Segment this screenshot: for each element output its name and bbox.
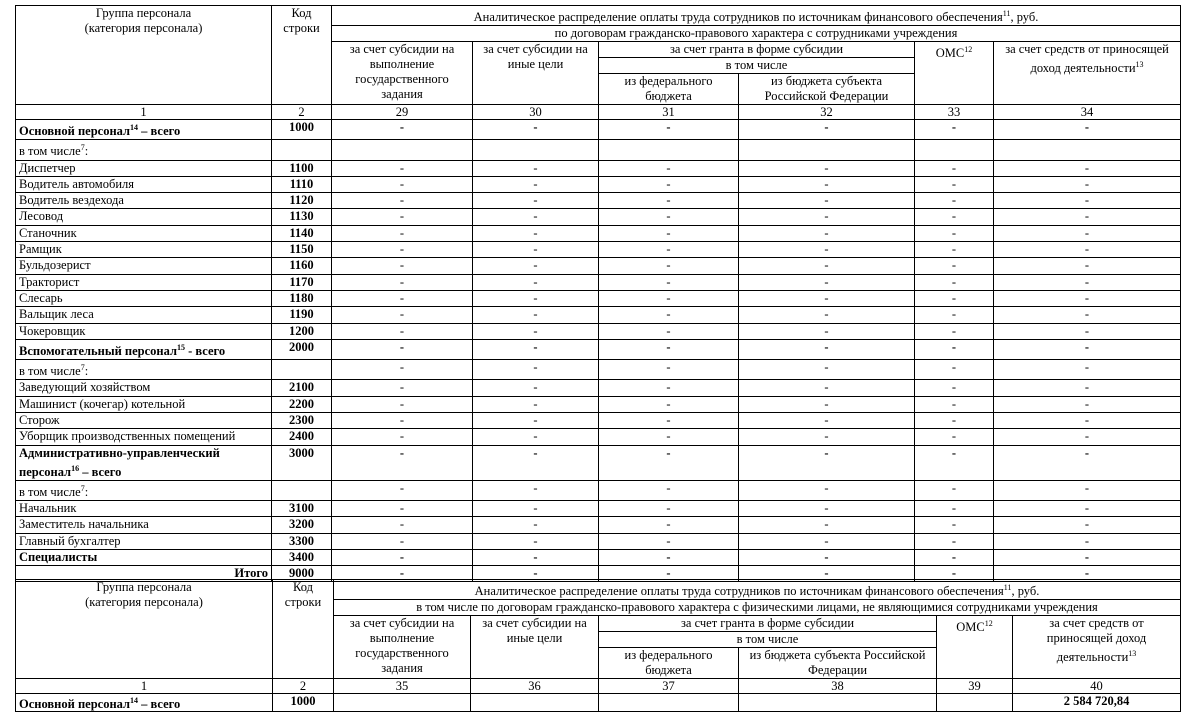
table-row: [16, 290, 1181, 306]
col-oms-header: ОМС$^{12}$: [937, 616, 1013, 679]
row-code: 2400: [272, 429, 332, 445]
row-value: -: [332, 533, 473, 549]
row-value: -: [915, 413, 994, 429]
row-label: Рамщик: [16, 242, 272, 258]
col-num: 40: [1013, 679, 1181, 694]
row-label: Административно-управленческий персонал$^{16}$ – всего: [16, 445, 272, 480]
row-value: -: [915, 360, 994, 380]
sub-title: в том числе по договорам гражданско-правового характера с физическими лицами, не являющимися сотрудниками учреждения: [334, 600, 1181, 616]
row-value: -: [739, 242, 915, 258]
row-value: -: [332, 290, 473, 306]
table-row: [16, 517, 1181, 533]
row-code: 1190: [272, 307, 332, 323]
row-value: -: [994, 323, 1181, 339]
row-value: -: [915, 258, 994, 274]
code-column-header: Код строки: [272, 6, 332, 105]
row-value: -: [739, 413, 915, 429]
row-code: 1140: [272, 225, 332, 241]
row-value: -: [994, 517, 1181, 533]
row-value: -: [739, 193, 915, 209]
row-value: -: [332, 429, 473, 445]
row-value: -: [599, 517, 739, 533]
col-oms-header: ОМС$^{12}$: [915, 42, 994, 105]
row-value: -: [599, 339, 739, 359]
row-value: 2 584 720,84: [1013, 694, 1181, 712]
row-value: -: [994, 290, 1181, 306]
col-num: 38: [739, 679, 937, 694]
row-value: -: [739, 176, 915, 192]
table-row: [16, 225, 1181, 241]
row-value: -: [599, 274, 739, 290]
col-grant-header: за счет гранта в форме субсидии: [599, 42, 915, 58]
row-value: -: [994, 225, 1181, 241]
col-grant-region-header: из бюджета субъекта Российской Федерации: [764, 74, 889, 103]
row-label: Уборщик производственных помещений: [16, 429, 272, 445]
row-value: -: [473, 533, 599, 549]
row-value: [994, 140, 1181, 160]
row-value: -: [994, 429, 1181, 445]
row-value: -: [739, 380, 915, 396]
row-value: -: [915, 209, 994, 225]
row-value: -: [915, 323, 994, 339]
row-value: -: [915, 307, 994, 323]
col-grant-incl: [599, 632, 937, 679]
row-value: -: [332, 445, 473, 480]
table-row: [16, 413, 1181, 429]
col-num: 34: [994, 105, 1181, 120]
row-value: -: [915, 274, 994, 290]
row-value: -: [739, 429, 915, 445]
row-value: -: [739, 396, 915, 412]
col-subsidy-task-header: за счет субсидии на выполнение государственного задания: [332, 42, 473, 105]
col-grant-federal-header: из федерального бюджета: [599, 648, 739, 678]
row-value: -: [739, 225, 915, 241]
table-row: [16, 445, 1181, 480]
row-value: -: [473, 549, 599, 565]
col-subsidy-other-header: за счет субсидии на иные цели: [471, 616, 599, 679]
row-value: -: [332, 274, 473, 290]
row-value: -: [473, 307, 599, 323]
grant-incl-label: в том числе: [599, 58, 914, 74]
row-value: -: [473, 160, 599, 176]
row-value: -: [599, 360, 739, 380]
row-value: -: [739, 290, 915, 306]
row-value: -: [599, 307, 739, 323]
row-label: Главный бухгалтер: [16, 533, 272, 549]
col-num: 30: [473, 105, 599, 120]
row-value: -: [599, 225, 739, 241]
row-value: -: [915, 120, 994, 140]
row-value: -: [473, 517, 599, 533]
row-value: -: [332, 176, 473, 192]
row-code: 2300: [272, 413, 332, 429]
row-value: -: [739, 517, 915, 533]
row-value: -: [332, 193, 473, 209]
row-code: 1120: [272, 193, 332, 209]
row-label: Заведующий хозяйством: [16, 380, 272, 396]
row-code: 1130: [272, 209, 332, 225]
row-value: [937, 694, 1013, 712]
row-value: -: [599, 380, 739, 396]
row-value: -: [332, 396, 473, 412]
row-value: -: [994, 413, 1181, 429]
row-value: -: [332, 480, 473, 500]
row-code: 1150: [272, 242, 332, 258]
row-value: -: [915, 566, 994, 582]
row-value: -: [915, 176, 994, 192]
row-value: -: [739, 480, 915, 500]
row-code: [272, 360, 332, 380]
row-value: -: [473, 429, 599, 445]
row-value: -: [739, 445, 915, 480]
row-label: Основной персонал$^{14}$ – всего: [16, 120, 272, 140]
row-label: Бульдозерист: [16, 258, 272, 274]
row-value: [599, 694, 739, 712]
row-value: -: [739, 549, 915, 565]
col-num: 2: [272, 105, 332, 120]
col-num: 37: [599, 679, 739, 694]
row-value: -: [599, 209, 739, 225]
row-value: -: [994, 120, 1181, 140]
group-column-header: Группа персонала (категория персонала): [16, 580, 273, 679]
row-value: -: [332, 307, 473, 323]
row-value: -: [994, 274, 1181, 290]
main-title: Аналитическое распределение оплаты труда сотрудников по источникам финансового обеспечения$^{11}$, руб.: [332, 6, 1181, 26]
col-grant-region-header: из бюджета субъекта Российской Федерации: [749, 648, 926, 677]
row-value: -: [473, 242, 599, 258]
sub-title: по договорам гражданско-правового характера с сотрудниками учреждения: [332, 26, 1181, 42]
row-value: -: [915, 380, 994, 396]
row-code: 1000: [273, 694, 334, 712]
col-grant-header: за счет гранта в форме субсидии: [599, 616, 937, 632]
row-value: -: [994, 549, 1181, 565]
row-value: -: [473, 396, 599, 412]
row-value: -: [739, 323, 915, 339]
row-value: -: [994, 360, 1181, 380]
row-value: -: [994, 339, 1181, 359]
row-value: -: [473, 290, 599, 306]
row-value: -: [915, 290, 994, 306]
row-value: -: [332, 360, 473, 380]
col-num: 29: [332, 105, 473, 120]
row-value: -: [994, 480, 1181, 500]
row-value: -: [915, 500, 994, 516]
row-value: -: [332, 500, 473, 516]
table-row: [16, 339, 1181, 359]
table-row: [16, 209, 1181, 225]
row-label: Заместитель начальника: [16, 517, 272, 533]
row-code: 2200: [272, 396, 332, 412]
row-label: Машинист (кочегар) котельной: [16, 396, 272, 412]
row-value: -: [739, 533, 915, 549]
row-value: -: [473, 500, 599, 516]
row-label: Станочник: [16, 225, 272, 241]
row-value: -: [599, 549, 739, 565]
code-column-header: Код строки: [273, 580, 334, 679]
row-code: 1170: [272, 274, 332, 290]
row-value: [332, 140, 473, 160]
row-value: -: [915, 429, 994, 445]
row-value: -: [599, 429, 739, 445]
table-row: [16, 429, 1181, 445]
col-num: 1: [16, 679, 273, 694]
row-value: -: [332, 242, 473, 258]
row-code: 3100: [272, 500, 332, 516]
row-label: Диспетчер: [16, 160, 272, 176]
row-value: -: [739, 307, 915, 323]
col-num: 2: [273, 679, 334, 694]
row-code: 2100: [272, 380, 332, 396]
row-value: -: [473, 445, 599, 480]
row-code: 3000: [272, 445, 332, 480]
row-value: -: [473, 380, 599, 396]
col-num: 32: [739, 105, 915, 120]
table-body: [16, 694, 1181, 712]
table-row: [16, 140, 1181, 160]
row-value: -: [473, 120, 599, 140]
row-value: -: [473, 225, 599, 241]
row-value: -: [739, 360, 915, 380]
row-value: [334, 694, 471, 712]
row-value: -: [599, 445, 739, 480]
table-row: [16, 549, 1181, 565]
col-income-header: за счет средств от приносящей доход деятельности$^{13}$: [1013, 616, 1181, 679]
row-value: -: [915, 480, 994, 500]
group-column-header: Группа персонала (категория персонала): [16, 6, 272, 105]
row-value: [915, 140, 994, 160]
main-title: Аналитическое распределение оплаты труда сотрудников по источникам финансового обеспечения$^{11}$, руб.: [334, 580, 1181, 600]
row-value: -: [599, 193, 739, 209]
row-code: 1110: [272, 176, 332, 192]
col-num: 36: [471, 679, 599, 694]
row-code: 1000: [272, 120, 332, 140]
row-value: -: [994, 445, 1181, 480]
row-value: [471, 694, 599, 712]
row-value: -: [915, 549, 994, 565]
row-code: 2000: [272, 339, 332, 359]
row-label: Специалисты: [16, 549, 272, 565]
table-row: [16, 193, 1181, 209]
row-value: -: [599, 500, 739, 516]
row-label: Вспомогательный персонал$^{15}$ - всего: [16, 339, 272, 359]
row-value: -: [473, 566, 599, 582]
col-grant-incl: [599, 58, 915, 105]
row-value: [739, 694, 937, 712]
row-value: -: [332, 566, 473, 582]
row-value: -: [915, 225, 994, 241]
row-code: [272, 140, 332, 160]
row-label: Начальник: [16, 500, 272, 516]
row-value: -: [739, 160, 915, 176]
row-label: Водитель автомобиля: [16, 176, 272, 192]
row-value: -: [332, 549, 473, 565]
row-code: [272, 480, 332, 500]
row-value: -: [332, 209, 473, 225]
col-income-header: за счет средств от приносящей доход деятельности$^{13}$: [994, 42, 1181, 105]
row-value: -: [332, 120, 473, 140]
table-body: [16, 120, 1181, 582]
row-value: -: [739, 339, 915, 359]
row-label: Тракторист: [16, 274, 272, 290]
table-row: [16, 120, 1181, 140]
row-value: -: [332, 323, 473, 339]
table-row: [16, 396, 1181, 412]
row-value: [599, 140, 739, 160]
col-num: 39: [937, 679, 1013, 694]
col-num: 35: [334, 679, 471, 694]
row-value: -: [332, 160, 473, 176]
table-row: [16, 360, 1181, 380]
col-num: 33: [915, 105, 994, 120]
grant-incl-label: в том числе: [599, 632, 936, 648]
table-row: [16, 500, 1181, 516]
row-value: -: [473, 274, 599, 290]
row-value: -: [332, 225, 473, 241]
table-row: [16, 274, 1181, 290]
row-value: -: [599, 160, 739, 176]
row-value: -: [332, 258, 473, 274]
salary-distribution-table-employees: [15, 5, 1181, 582]
table-row: [16, 694, 1181, 712]
row-value: -: [994, 160, 1181, 176]
row-code: 3400: [272, 549, 332, 565]
row-value: -: [473, 193, 599, 209]
row-value: -: [473, 209, 599, 225]
row-value: -: [739, 500, 915, 516]
row-value: -: [332, 339, 473, 359]
row-value: -: [332, 380, 473, 396]
table-row: [16, 380, 1181, 396]
row-code: 9000: [272, 566, 332, 582]
row-value: -: [473, 323, 599, 339]
salary-distribution-table-contractors: [15, 579, 1181, 712]
col-subsidy-task-header: за счет субсидии на выполнение государственного задания: [334, 616, 471, 679]
table-row: [16, 242, 1181, 258]
row-label: Слесарь: [16, 290, 272, 306]
row-value: -: [915, 242, 994, 258]
row-value: -: [599, 533, 739, 549]
row-value: -: [994, 533, 1181, 549]
row-label: в том числе$^7$:: [16, 140, 272, 160]
column-numbers-row: [16, 105, 1181, 120]
row-value: -: [739, 274, 915, 290]
row-code: 1100: [272, 160, 332, 176]
row-code: 1180: [272, 290, 332, 306]
row-value: -: [915, 160, 994, 176]
row-label: Сторож: [16, 413, 272, 429]
row-value: -: [332, 517, 473, 533]
row-value: -: [915, 445, 994, 480]
row-value: -: [915, 339, 994, 359]
col-num: 1: [16, 105, 272, 120]
col-num: 31: [599, 105, 739, 120]
table-row: [16, 323, 1181, 339]
row-code: 1160: [272, 258, 332, 274]
row-value: -: [739, 566, 915, 582]
row-label: Основной персонал$^{14}$ – всего: [16, 694, 273, 712]
column-numbers-row: [16, 679, 1181, 694]
row-value: -: [599, 258, 739, 274]
row-value: -: [739, 258, 915, 274]
row-value: -: [473, 413, 599, 429]
row-value: -: [599, 290, 739, 306]
row-value: -: [599, 242, 739, 258]
col-grant-federal-header: из федерального бюджета: [599, 74, 739, 104]
row-value: -: [915, 193, 994, 209]
row-value: [473, 140, 599, 160]
row-label: Лесовод: [16, 209, 272, 225]
row-value: -: [994, 500, 1181, 516]
row-value: -: [332, 413, 473, 429]
row-value: [739, 140, 915, 160]
row-code: 1200: [272, 323, 332, 339]
row-value: -: [994, 396, 1181, 412]
row-value: -: [473, 176, 599, 192]
row-value: -: [994, 193, 1181, 209]
row-value: -: [915, 517, 994, 533]
row-value: -: [915, 396, 994, 412]
row-value: -: [599, 413, 739, 429]
row-value: -: [994, 307, 1181, 323]
row-label: в том числе$^7$:: [16, 360, 272, 380]
row-label: Водитель вездехода: [16, 193, 272, 209]
table-row: [16, 160, 1181, 176]
row-label: Итого: [16, 566, 272, 582]
row-value: -: [473, 360, 599, 380]
row-value: -: [473, 339, 599, 359]
row-value: -: [739, 120, 915, 140]
row-value: -: [739, 209, 915, 225]
row-value: -: [473, 480, 599, 500]
row-value: -: [915, 533, 994, 549]
row-value: -: [599, 566, 739, 582]
row-label: в том числе$^7$:: [16, 480, 272, 500]
row-code: 3300: [272, 533, 332, 549]
row-value: -: [994, 566, 1181, 582]
row-label: Чокеровщик: [16, 323, 272, 339]
row-value: -: [599, 396, 739, 412]
row-value: -: [994, 209, 1181, 225]
table-row: [16, 176, 1181, 192]
row-value: -: [994, 242, 1181, 258]
row-value: -: [599, 480, 739, 500]
table-row: [16, 258, 1181, 274]
table-row: [16, 307, 1181, 323]
row-value: -: [473, 258, 599, 274]
row-value: -: [599, 120, 739, 140]
row-code: 3200: [272, 517, 332, 533]
row-value: -: [994, 176, 1181, 192]
col-subsidy-other-header: за счет субсидии на иные цели: [473, 42, 599, 105]
row-value: -: [994, 380, 1181, 396]
row-label: Вальщик леса: [16, 307, 272, 323]
table-row: [16, 480, 1181, 500]
row-value: -: [994, 258, 1181, 274]
row-value: -: [599, 323, 739, 339]
row-value: -: [599, 176, 739, 192]
table-row: [16, 533, 1181, 549]
